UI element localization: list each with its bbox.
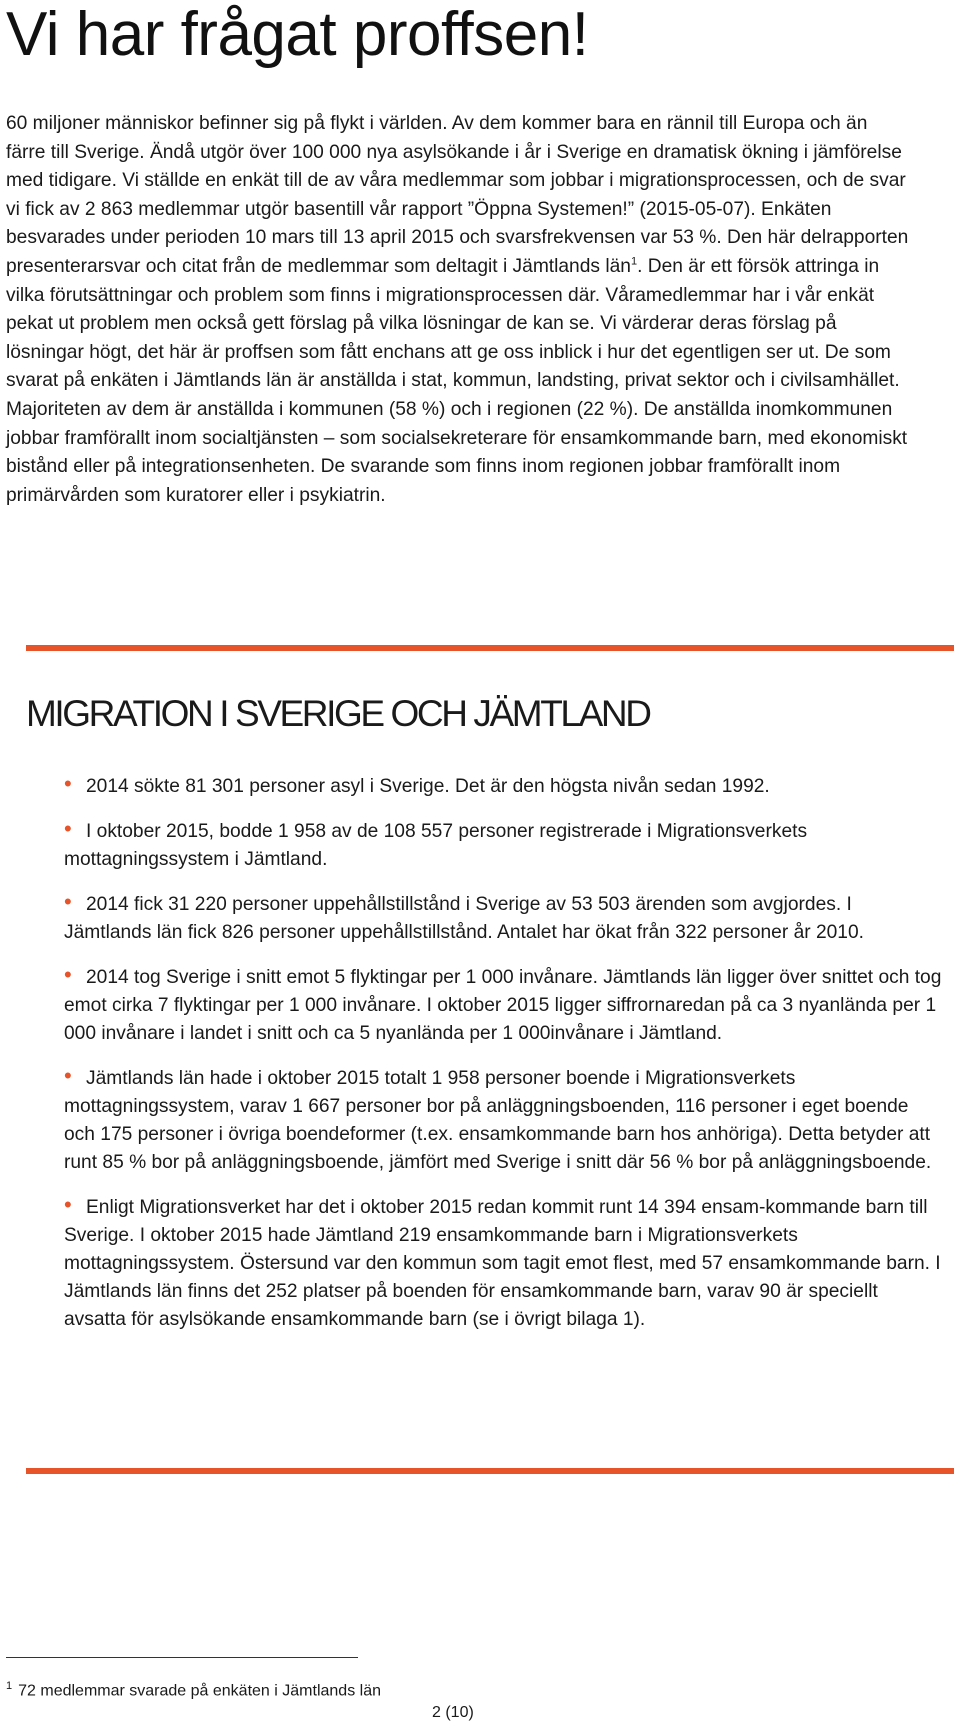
footnote-text: 72 medlemmar svarade på enkäten i Jämtlands län <box>18 1682 381 1700</box>
fact-item <box>64 891 944 947</box>
bullet-icon: • <box>64 962 72 987</box>
fact-text: Jämtlands län hade i oktober 2015 totalt 1 958 personer boende i Migrationsverkets mottagningssystem, varav 1 667 personer bor på anläggningsboenden, 116 personer i eget boende och 175 personer i övriga boendeformer (t.ex. ensamkommande barn hos anhöriga). Detta betyder att runt 85 % bor på anläggningsboende, jämfört med Sverige i snitt där 56 % bor på anläggningsboende. <box>64 1068 932 1173</box>
fact-item <box>64 818 944 874</box>
page-title: Vi har frågat proffsen! <box>6 0 589 69</box>
page-number: 2 (10) <box>432 1704 474 1721</box>
fact-item <box>64 1065 944 1177</box>
facts-list <box>64 773 944 1351</box>
footnote-reference: 1 <box>630 255 638 268</box>
bullet-icon: • <box>64 816 72 841</box>
fact-item <box>64 1194 944 1334</box>
intro-text-part-1: 60 miljoner människor befinner sig på flykt i världen. Av dem kommer bara en rännil till Europa och än färre till Sverige. Ändå utgör över 100 000 nya asylsökande i år i Sverige en dramatisk ökning i jämförelse med tidigare. Vi ställde en enkät till de av våra medlemmar som jobbar i migrationsprocessen, och de svar vi fick av 2 863 medlemmar utgör basentill vår rapport ”Öppna Systemen!” (2015-05-07). Enkäten besvarades under perioden 10 mars till 13 april 2015 och svarsfrekvensen var 53 %. Den här delrapporten presenterarsvar och citat från de medlemmar som deltagit i Jämtlands län <box>6 113 909 277</box>
section-divider-top <box>26 645 954 651</box>
footnote-separator <box>6 1657 358 1658</box>
fact-text: I oktober 2015, bodde 1 958 av de 108 557 personer registrerade i Migrationsverkets mottagningssystem i Jämtland. <box>64 821 808 870</box>
fact-item <box>64 964 944 1048</box>
section-heading: MIGRATION I SVERIGE OCH JÄMTLAND <box>26 693 650 734</box>
fact-text: Enligt Migrationsverket har det i oktober 2015 redan kommit runt 14 394 ensam-kommande barn till Sverige. I oktober 2015 hade Jämtland 219 ensamkommande barn i Migrationsverkets mottagningssystem. Östersund var den kommun som tagit emot flest, med 57 ensamkommande barn. I Jämtlands län finns det 252 platser på boenden för ensamkommande barn, varav 90 är speciellt avsatta för asylsökande ensamkommande barn (se i övrigt bilaga 1). <box>64 1197 941 1330</box>
intro-text-part-2: . Den är ett försök attringa in vilka förutsättningar och problem som finns i migrationsprocessen där. Våramedlemmar har i vår enkät pekat ut problem men också gett förslag på vilka lösningar de kan se. Vi värderar deras förslag på lösningar högt, det här är proffsen som fått enchans att ge oss inblick i hur det egentligen ser ut. De som svarat på enkäten i Jämtlands län är anställda i stat, kommun, landsting, privat sektor och i civilsamhället. Majoriteten av dem är anställda i kommunen (58 %) och i regionen (22 %). De anställda inomkommunen jobbar framförallt inom socialtjänsten – som socialsekreterare för ensamkommande barn, med ekonomiskt bistånd eller på integrationsenheten. De svarande som finns inom regionen jobbar framförallt inom primärvården som kuratorer eller i psykiatrin. <box>6 255 908 506</box>
bullet-icon: • <box>64 1063 72 1088</box>
fact-text: 2014 tog Sverige i snitt emot 5 flyktingar per 1 000 invånare. Jämtlands län ligger över snittet och tog emot cirka 7 flyktingar per 1 000 invånare. I oktober 2015 ligger siffrornaredan på ca 3 nyanlända per 1 000 invånare i landet i snitt och ca 5 nyanlända per 1 000invånare i Jämtland. <box>64 967 942 1044</box>
footnote <box>6 1676 381 1701</box>
section-divider-bottom <box>26 1468 954 1474</box>
fact-item <box>64 773 944 801</box>
footnote-number: 1 <box>6 1680 13 1692</box>
bullet-icon: • <box>64 771 72 796</box>
fact-text: 2014 sökte 81 301 personer asyl i Sverige. Det är den högsta nivån sedan 1992. <box>86 776 770 797</box>
intro-paragraph <box>6 110 911 510</box>
bullet-icon: • <box>64 1192 72 1217</box>
bullet-icon: • <box>64 889 72 914</box>
fact-text: 2014 fick 31 220 personer uppehållstillstånd i Sverige av 53 503 ärenden som avgjordes. I Jämtlands län fick 826 personer uppehållstillstånd. Antalet har ökat från 322 personer år 2010. <box>64 894 864 943</box>
